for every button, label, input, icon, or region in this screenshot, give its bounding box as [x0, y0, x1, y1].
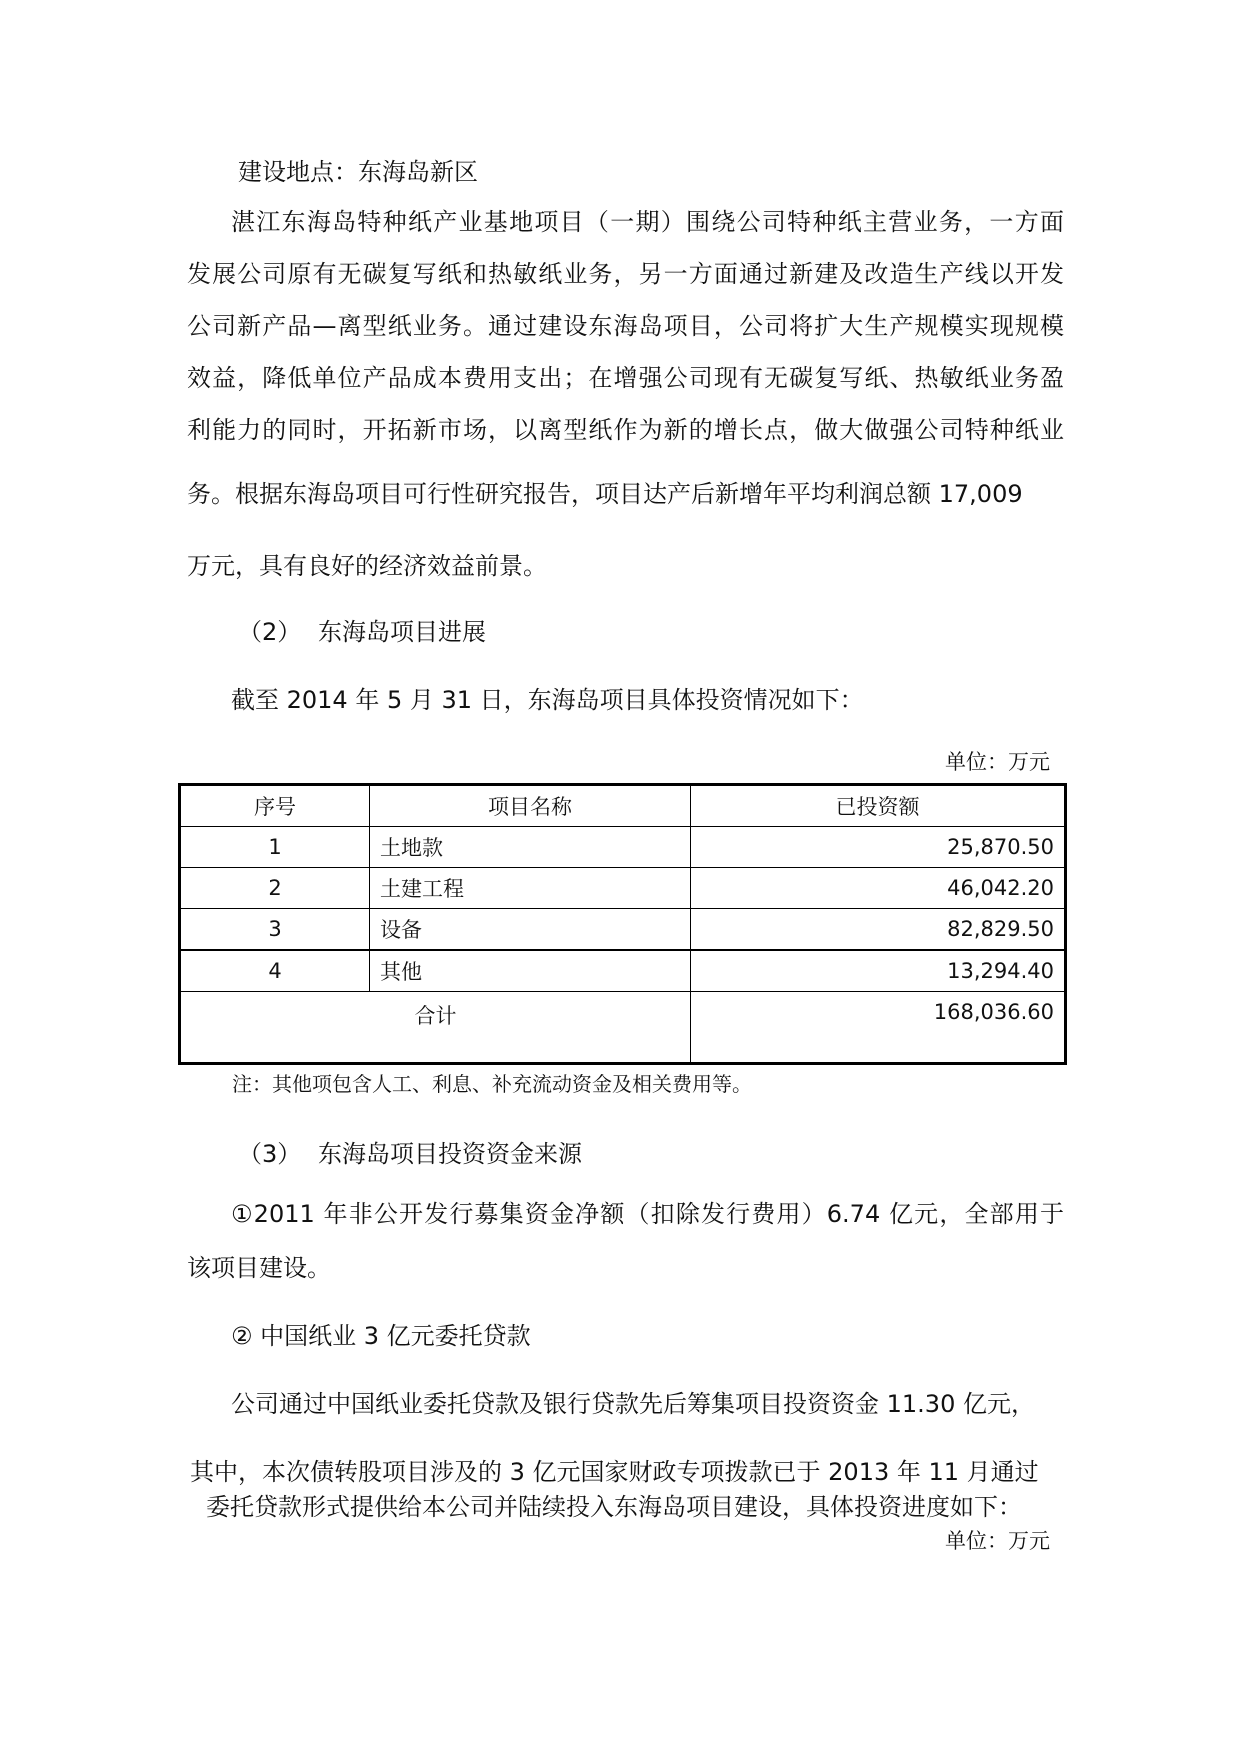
row-amount: 46,042.20 [691, 868, 1066, 909]
table-intro: 截至 2014 年 5 月 31 日，东海岛项目具体投资情况如下： [231, 686, 864, 714]
total-amount: 168,036.60 [691, 992, 1066, 1064]
table-row [180, 950, 1066, 992]
paragraph-line: 万元，具有良好的经济效益前景。 [187, 552, 547, 580]
row-no: 4 [180, 950, 370, 992]
location-line: 建设地点：东海岛新区 [238, 158, 478, 186]
unit-label: 单位：万元 [945, 750, 1050, 774]
paragraph-line: 发展公司原有无碳复写纸和热敏纸业务，另一方面通过新建及改造生产线以开发 [187, 260, 1064, 288]
table-row [180, 868, 1066, 909]
row-name: 设备 [370, 909, 691, 951]
table-header-row [180, 785, 1066, 827]
row-no: 1 [180, 827, 370, 868]
paragraph-line: ①2011 年非公开发行募集资金净额（扣除发行费用）6.74 亿元，全部用于 [231, 1200, 1064, 1228]
table-note: 注：其他项包含人工、利息、补充流动资金及相关费用等。 [232, 1072, 752, 1096]
paragraph-line: 公司通过中国纸业委托贷款及银行贷款先后筹集项目投资资金 11.30 亿元， [231, 1390, 1035, 1418]
funding-source-2: ② 中国纸业 3 亿元委托贷款 [231, 1322, 531, 1350]
section-2-title: 东海岛项目进展 [318, 618, 486, 646]
paragraph-line: 公司新产品—离型纸业务。通过建设东海岛项目，公司将扩大生产规模实现规模 [187, 312, 1064, 340]
paragraph-line: 该项目建设。 [187, 1254, 331, 1282]
paragraph-line: 委托贷款形式提供给本公司并陆续投入东海岛项目建设，具体投资进度如下： [206, 1493, 1022, 1521]
section-3-number: （3） [238, 1140, 302, 1168]
paragraph-line: 湛江东海岛特种纸产业基地项目（一期）围绕公司特种纸主营业务，一方面 [231, 208, 1064, 236]
table-row [180, 909, 1066, 951]
row-amount: 82,829.50 [691, 909, 1066, 951]
row-amount: 25,870.50 [691, 827, 1066, 868]
row-no: 3 [180, 909, 370, 951]
investment-table [178, 783, 1067, 1065]
paragraph-line: 其中，本次债转股项目涉及的 3 亿元国家财政专项拨款已于 2013 年 11 月通过 [190, 1458, 1039, 1486]
header-amount: 已投资额 [691, 785, 1066, 827]
row-no: 2 [180, 868, 370, 909]
row-name: 其他 [370, 950, 691, 992]
row-name: 土建工程 [370, 868, 691, 909]
row-name: 土地款 [370, 827, 691, 868]
table-row [180, 827, 1066, 868]
table-total-row [180, 992, 1066, 1064]
project-description-paragraph [187, 204, 1064, 448]
paragraph-line: 效益，降低单位产品成本费用支出；在增强公司现有无碳复写纸、热敏纸业务盈 [187, 364, 1064, 392]
section-2-number: （2） [238, 618, 302, 646]
row-amount: 13,294.40 [691, 950, 1066, 992]
paragraph-line: 利能力的同时，开拓新市场，以离型纸作为新的增长点，做大做强公司特种纸业 [187, 416, 1064, 444]
section-3-title: 东海岛项目投资资金来源 [318, 1140, 582, 1168]
total-label: 合计 [180, 992, 691, 1064]
unit-label-2: 单位：万元 [945, 1529, 1050, 1553]
header-no: 序号 [180, 785, 370, 827]
header-name: 项目名称 [370, 785, 691, 827]
funding-source-1 [187, 1196, 1064, 1232]
paragraph-line: 务。根据东海岛项目可行性研究报告，项目达产后新增年平均利润总额 17,009 [187, 480, 1023, 508]
